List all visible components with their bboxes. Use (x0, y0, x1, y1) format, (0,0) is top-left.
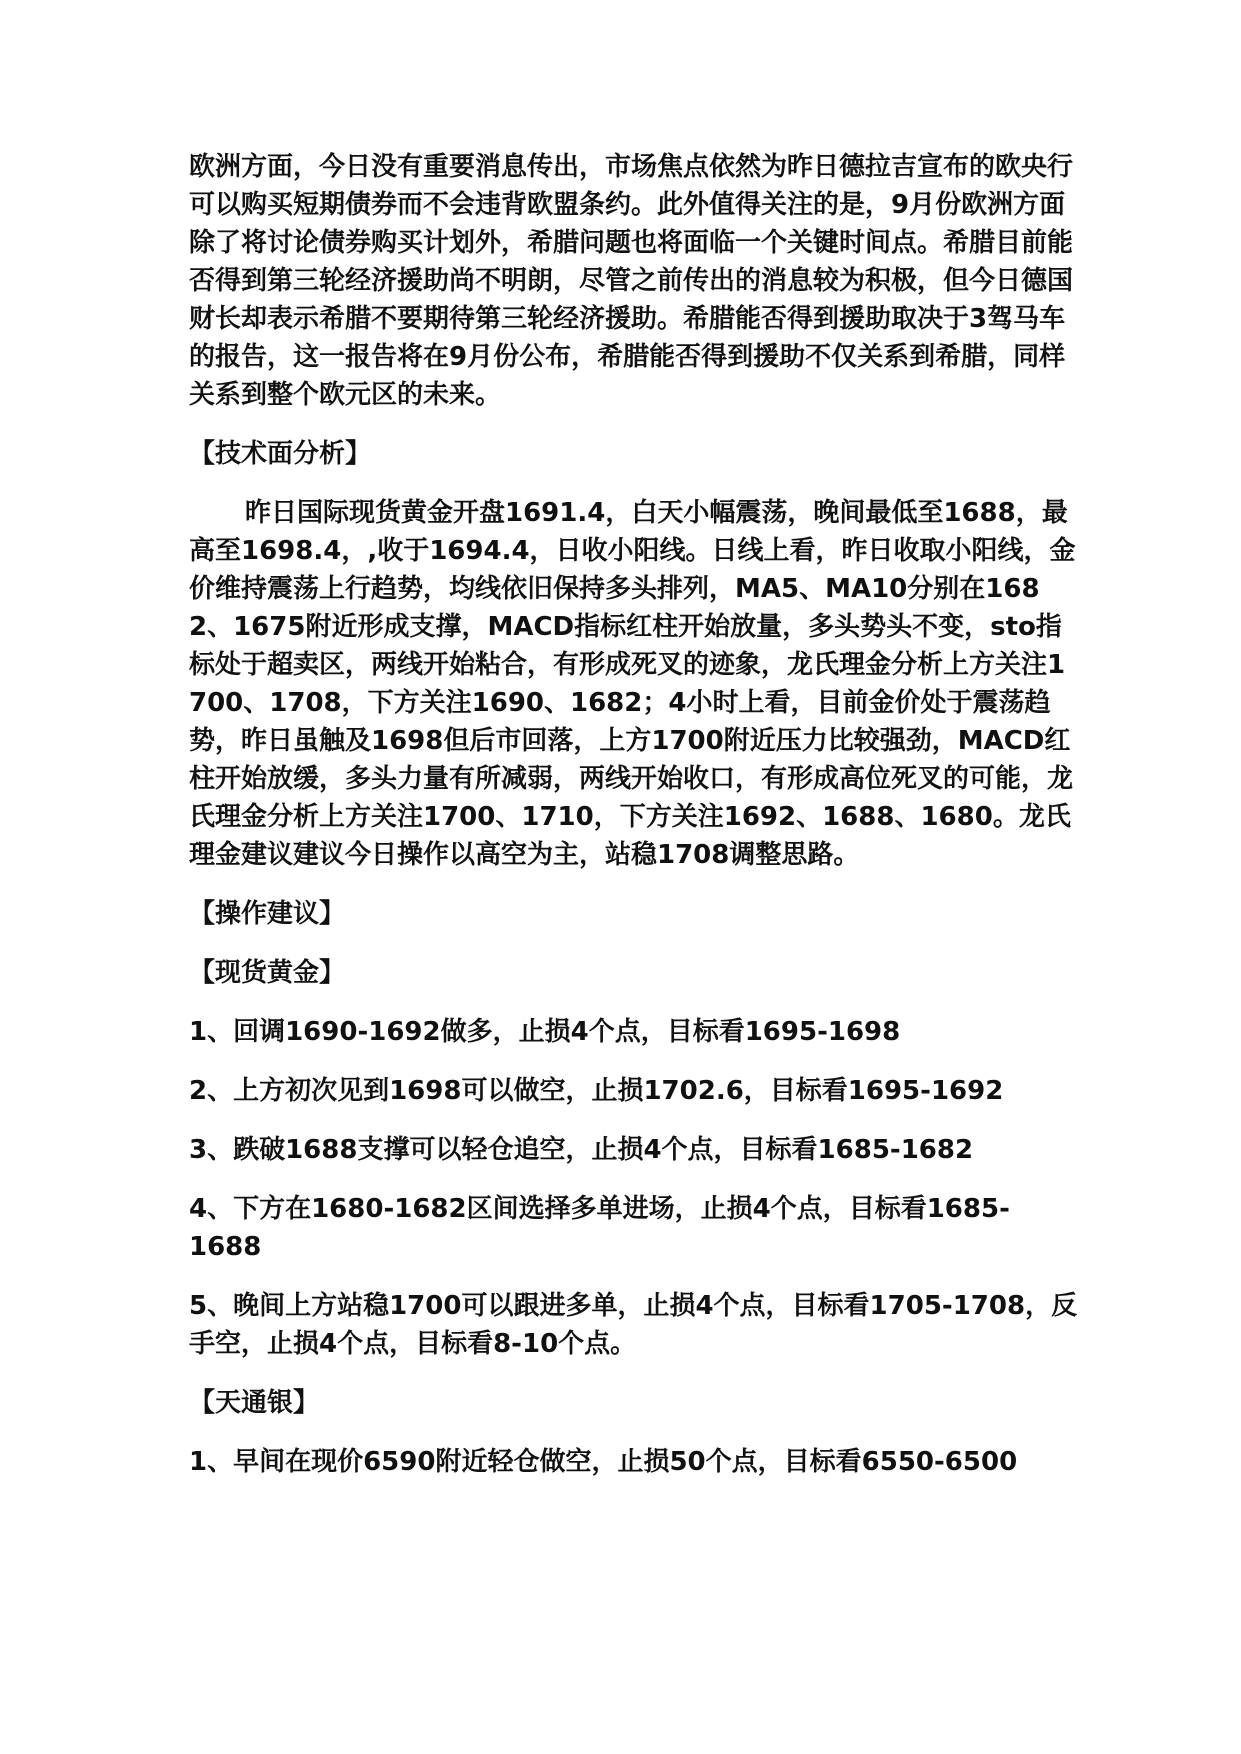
europe-paragraph: 欧洲方面，今日没有重要消息传出，市场焦点依然为昨日德拉吉宣布的欧央行可以购买短期债券而不会违背欧盟条约。此外值得关注的是，9月份欧洲方面除了将讨论债券购买计划外，希腊问题也将面临一个关键时间点。希腊目前能否得到第三轮经济援助尚不明朗，尽管之前传出的消息较为积极，但今日德国财长却表示希腊不要期待第三轮经济援助。希腊能否得到援助取决于3驾马车的报告，这一报告将在9月份公布，希腊能否得到援助不仅关系到希腊，同样关系到整个欧元区的未来。 (189, 152, 1074, 410)
operation-heading: 【操作建议】 (189, 899, 346, 929)
gold-heading: 【现货黄金】 (189, 958, 346, 988)
document-page (189, 148, 1079, 1502)
gold-item-3: 3、跌破1688支撑可以轻仓追空，止损4个点，目标看1685-1682 (189, 1135, 974, 1165)
technical-heading: 【技术面分析】 (189, 439, 372, 469)
gold-item-1: 1、回调1690-1692做多，止损4个点，目标看1695-1698 (189, 1017, 901, 1047)
silver-heading: 【天通银】 (189, 1388, 320, 1418)
gold-item-2: 2、上方初次见到1698可以做空，止损1702.6，目标看1695-1692 (189, 1076, 1004, 1106)
technical-paragraph: 昨日国际现货黄金开盘1691.4，白天小幅震荡，晚间最低至1688，最高至1698.4，,收于1694.4，日收小阳线。日线上看，昨日收取小阳线，金价维持震荡上行趋势，均线依旧保持多头排列，MA5、MA10分别在1682、1675附近形成支撑，MACD指标红柱开始放量，多头势头不变，sto指标处于超卖区，两线开始粘合，有形成死叉的迹象，龙氏理金分析上方关注1700、1708，下方关注1690、1682；4小时上看，目前金价处于震荡趋势，昨日虽触及1698但后市回落，上方1700附近压力比较强劲，MACD红柱开始放缓，多头力量有所减弱，两线开始收口，有形成高位死叉的可能，龙氏理金分析上方关注1700、1710，下方关注1692、1688、1680。龙氏理金建议建议今日操作以高空为主，站稳1708调整思路。 (189, 498, 1076, 870)
gold-item-5: 5、晚间上方站稳1700可以跟进多单，止损4个点，目标看1705-1708，反手空，止损4个点，目标看8-10个点。 (189, 1291, 1078, 1359)
silver-item-1: 1、早间在现价6590附近轻仓做空，止损50个点，目标看6550-6500 (189, 1447, 1018, 1477)
gold-item-4: 4、下方在1680-1682区间选择多单进场，止损4个点，目标看1685-1688 (189, 1194, 1010, 1262)
